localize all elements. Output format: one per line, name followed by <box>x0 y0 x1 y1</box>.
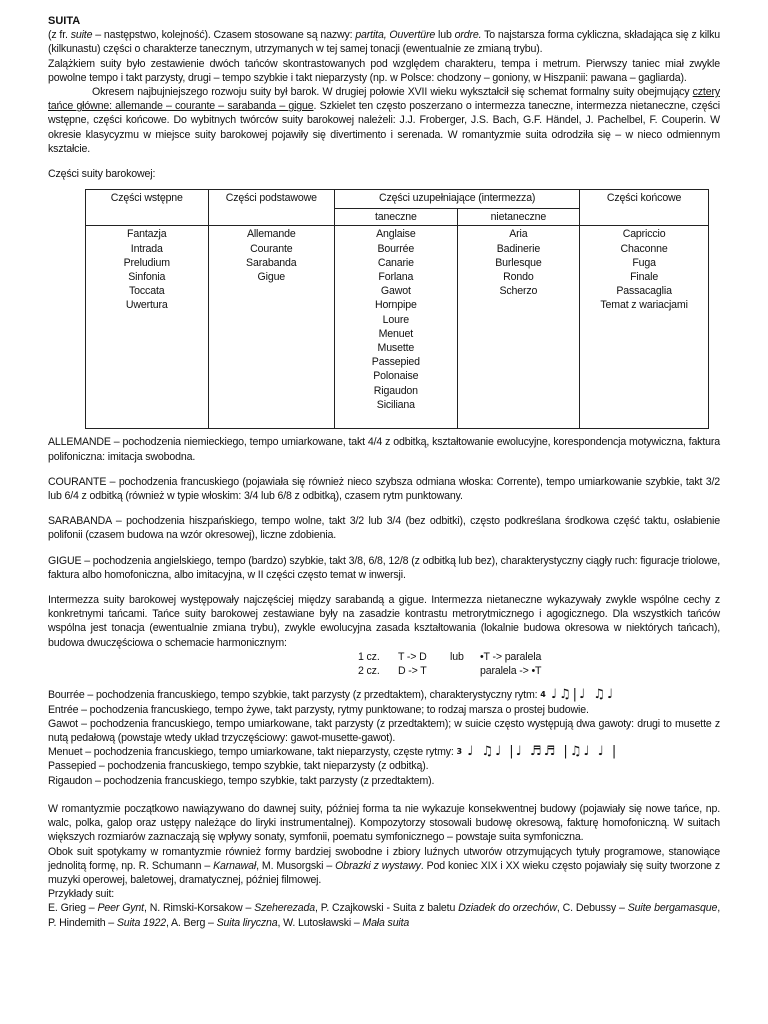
table-cell: Bourrée <box>377 242 415 255</box>
menuet-rhythm-notation: 3 ♩ ♫♩ |♩ ♬♬ |♫♩ ♩ | <box>456 744 619 760</box>
table-cell: Finale <box>630 271 659 284</box>
intermezza-paragraph: Intermezza suity barokowej występowały najczęściej między sarabandą a gigue. Intermezza nietaneczne wykazywały zwykle wspólne cechy z konkretnymi tańcami. Tańce suity barokowej zestawiane były na zasadzie kontrastu metrorytmicznego i agogicznego. Dla wszystkich tańców wspólna jest tonacja (ewentualnie zmiana trybu), zwykle ewolucyjna zasada kształtowania (lokalnie budowa okresowa w niektórych tańcach), budowa dwuczęściowa o schemacie harmonicznym: <box>48 594 720 649</box>
document-page <box>48 14 720 930</box>
table-cell: Scherzo <box>499 285 538 298</box>
scheme-value: T -> D <box>398 650 427 663</box>
allemande-paragraph: ALLEMANDE – pochodzenia niemieckiego, tempo umiarkowane, takt 4/4 z odbitką, kształtowanie ewolucyjne, korespondencja motywiczna, faktura polifoniczna: imitacja swobodna. <box>48 436 720 463</box>
harmonic-scheme <box>48 650 720 678</box>
table-cell: Forlana <box>378 271 414 284</box>
table-cell: Passacaglia <box>616 285 672 298</box>
table-cell: Sinfonia <box>128 271 166 284</box>
gawot-paragraph: Gawot – pochodzenia francuskiego, tempo umiarkowane, takt parzysty (z przedtaktem); w suicie często występują dwa gawoty: drugi to musette z nutą pedałową (powstaje wtedy układ trzyczęściowy: gawot-musette-gawot). <box>48 717 720 744</box>
passepied-paragraph: Passepied – pochodzenia francuskiego, tempo szybkie, takt nieparzysty (z odbitką). <box>48 760 429 773</box>
table-cell: Musette <box>377 342 415 355</box>
table-cell: Toccata <box>129 285 165 298</box>
column-dance <box>335 226 458 429</box>
table-cell: Menuet <box>378 327 414 340</box>
column-main <box>208 226 335 429</box>
table-cell: Burlesque <box>495 256 542 269</box>
scheme-value: D -> T <box>398 665 427 678</box>
intro-paragraph-3: Okresem najbujniejszego rozwoju suity był barok. W drugiej połowie XVII wieku wykształcił się schemat formalny suity obejmujący cztery tańce główne: allemande – courante – sarabanda – gigue. Szkielet ten często poszerzano o intermezza taneczne, intermezza nietaneczne, części wstępne, części końcowe. Do wybitnych twórców suity barokowej należeli: J.J. Froberger, J.S. Bach, G.F. Händel, J. Pachelbel, F. Couperin. W okresie klasycyzmu w miejsce suity barokowej pojawiły się divertimento i serenada. W romantyzmie suita odrodziła się – w nieco odmiennym kształcie. <box>48 86 720 155</box>
scheme-or: lub <box>450 650 464 663</box>
table-cell: Badinerie <box>496 242 541 255</box>
table-cell: Aria <box>509 228 528 241</box>
table-cell: Rondo <box>503 271 534 284</box>
column-intro <box>86 226 209 429</box>
table-cell: Gawot <box>380 285 411 298</box>
column-final <box>580 226 709 429</box>
table-caption: Części suity barokowej: <box>48 168 156 181</box>
table-cell: Uwertura <box>125 299 168 312</box>
table-cell: Capriccio <box>622 228 666 241</box>
table-cell: Chaconne <box>620 242 668 255</box>
table-cell: Fantazja <box>127 228 167 241</box>
table-cell: Gigue <box>257 271 286 284</box>
examples-label: Przykłady suit: <box>48 888 115 901</box>
table-cell: Allemande <box>246 228 296 241</box>
bourree-paragraph: Bourrée – pochodzenia francuskiego, tempo szybkie, takt parzysty (z przedtaktem), charakterystyczny rytm: 4 ♩♫|♩ ♫♩ <box>48 687 616 703</box>
sarabanda-paragraph: SARABANDA – pochodzenia hiszpańskiego, tempo wolne, takt 3/2 lub 3/4 (bez odbitki), często podkreślana środkowa część taktu, osłabienie polifonii (czasem budowa na wzór okresowej), liczne zdobienia. <box>48 515 720 542</box>
rigaudon-paragraph: Rigaudon – pochodzenia francuskiego, tempo szybkie, takt parzysty (z przedtaktem). <box>48 774 435 787</box>
intro-paragraph-2: Zalążkiem suity było zestawienie dwóch tańców skontrastowanych pod względem charakteru, tempa i metrum. Pierwszy taniec miał zwykle powolne tempo i takt parzysty, drugi – tempo szybkie i takt nieparzysty (np. w Polsce: chodzony – goniony, w Hiszpanii: pawana – gagliarda). <box>48 57 720 84</box>
header-nondance: nietaneczne <box>457 209 580 226</box>
examples-list: E. Grieg – Peer Gynt, N. Rimski-Korsakow – Szeherezada, P. Czajkowski - Suita z baletu Dziadek do orzechów, C. Debussy – Suite bergamasque, P. Hindemith – Suita 1922, A. Berg – Suita liryczna, W. Lutosławski – Mała suita <box>48 902 721 929</box>
column-nondance <box>457 226 580 429</box>
scheme-alt: •T -> paralela <box>480 650 542 663</box>
table-cell: Siciliana <box>376 398 415 411</box>
table-cell: Sarabanda <box>246 256 297 269</box>
romantic-paragraph-1: W romantyzmie początkowo nawiązywano do dawnej suity, później forma ta nie wykazuje konsekwentnej budowy (pojawiały się nowe tańce, np. walc, polka, galop oraz ustępy należące do liryki instrumentalnej). Kompozytorzy stosowali budowę okresową, fakturę homofoniczną. W suitach większych rozmiarów zaznaczają się wpływy sonaty, symfonii, poematu symfonicznego – powstaje suita symfoniczna. <box>48 802 720 844</box>
suite-parts-table <box>85 189 709 429</box>
header-intermezza: Części uzupełniające (intermezza) <box>335 190 580 209</box>
gigue-paragraph: GIGUE – pochodzenia angielskiego, tempo (bardzo) szybkie, takt 3/8, 6/8, 12/8 (z odbitką lub bez), charakterystyczny ciągły ruch: figuracje triolowe, faktura albo homofoniczna, albo imitacyjna, w II części często temat w inwersji. <box>48 554 720 581</box>
bourree-rhythm-notation: 4 ♩♫|♩ ♫♩ <box>540 687 616 703</box>
table-cell: Loure <box>382 313 410 326</box>
header-dance: taneczne <box>335 209 458 226</box>
scheme-part: 2 cz. <box>358 665 380 678</box>
table-cell: Rigaudon <box>373 384 418 397</box>
table-cell: Preludium <box>123 256 170 269</box>
romantic-paragraph-2: Obok suit spotykamy w romantyzmie również formy bardziej swobodne i zbiory luźnych utworów otrzymujących tytuły programowe, stanowiące jednolitą formę, np. R. Schumann – Karnawał, M. Musorgski – Obrazki z wystawy. Pod koniec XIX i XX wieku często pojawiały się suity tworzone z muzyki operowej, baletowej, dramatycznej, później filmowej. <box>48 845 720 886</box>
header-intro: Części wstępne <box>86 190 209 226</box>
table-cell: Intrada <box>130 242 163 255</box>
table-cell: Hornpipe <box>374 299 417 312</box>
intro-paragraph-1: (z fr. suite – następstwo, kolejność). Czasem stosowane są nazwy: partita, Ouvertüre lub ordre. To najstarsza forma cykliczna, składająca się z kilku (kilkunastu) części o charakterze tanecznym, utrzymanych w tej samej tonacji (ewentualnie ze zmianą trybu). <box>48 29 721 56</box>
table-cell: Passepied <box>371 356 420 369</box>
header-final: Części końcowe <box>580 190 709 226</box>
table-cell: Polonaise <box>373 370 419 383</box>
table-cell: Anglaise <box>376 228 416 241</box>
table-cell: Courante <box>250 242 293 255</box>
scheme-alt: paralela -> •T <box>480 665 542 678</box>
table-cell: Temat z wariacjami <box>600 299 688 312</box>
header-main: Części podstawowe <box>208 190 335 226</box>
entree-paragraph: Entrée – pochodzenia francuskiego, tempo żywe, takt parzysty, rytmy punktowane; to rodzaj marsza o prostej budowie. <box>48 703 589 716</box>
table-cell: Fuga <box>632 256 656 269</box>
scheme-part: 1 cz. <box>358 650 380 663</box>
table-cell: Canarie <box>377 256 414 269</box>
page-title: SUITA <box>48 15 81 27</box>
courante-paragraph: COURANTE – pochodzenia francuskiego (pojawiała się również nieco szybsza odmiana włoska: Corrente), tempo umiarkowanie szybkie, takt 3/2 lub 6/4 z odbitką (również w typie włoskim: 3/4 lub 6/8 z odbitką), czasem rytm punktowany. <box>48 475 720 503</box>
menuet-paragraph: Menuet – pochodzenia francuskiego, tempo umiarkowane, takt nieparzysty, częste rytmy: 3 ♩ ♫♩ |♩ ♬♬ |♫♩ ♩ | <box>48 744 619 760</box>
